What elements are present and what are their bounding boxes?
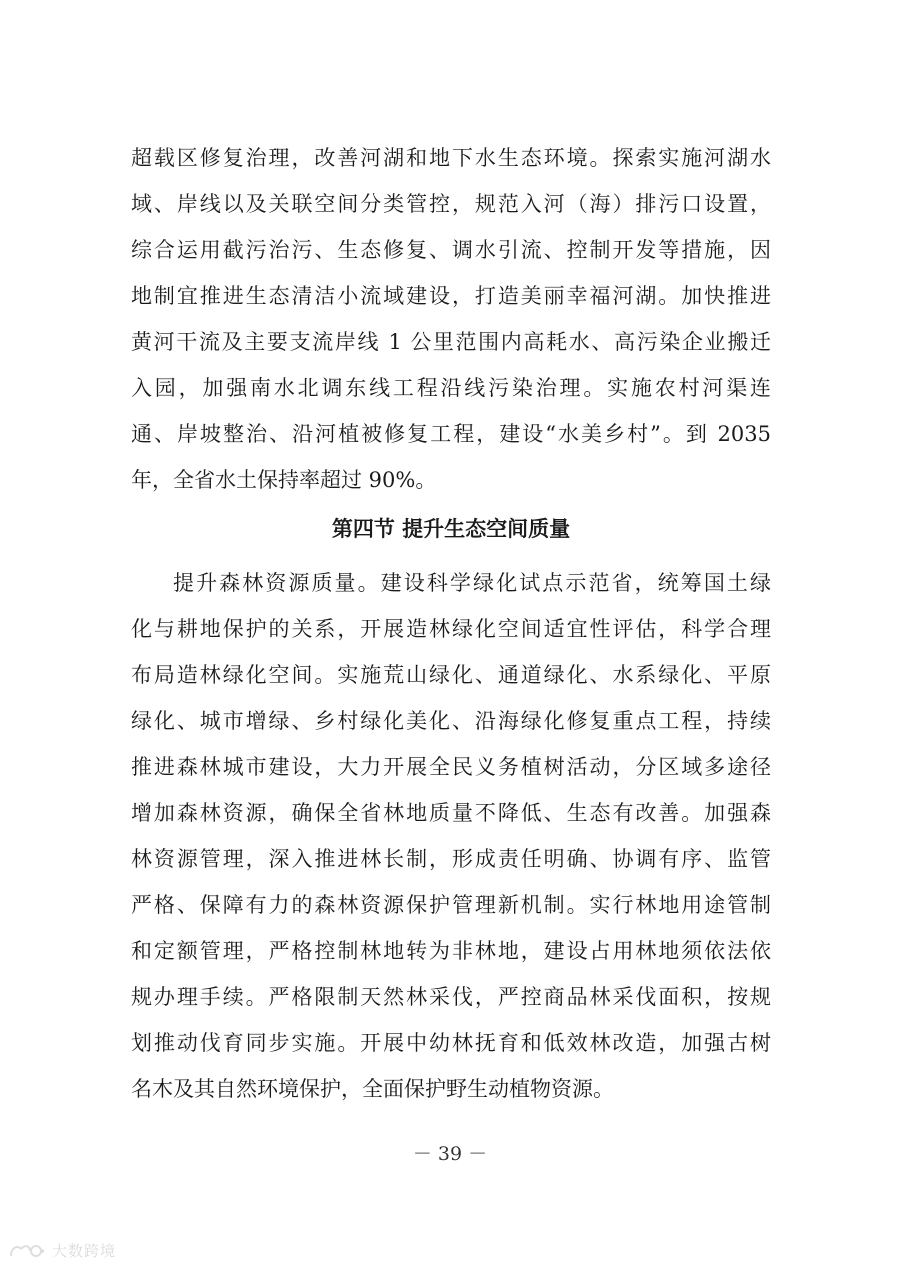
watermark [8, 1240, 116, 1261]
paragraph-1-line: 黄河干流及主要支流岸线 1 公里范围内高耗水、高污染企业搬迁 [131, 330, 771, 354]
paragraph-1-line: 超载区修复治理，改善河湖和地下水生态环境。探索实施河湖水 [131, 146, 771, 170]
paragraph-2-line: 增加森林资源，确保全省林地质量不降低、生态有改善。加强森 [131, 801, 771, 825]
page-number: － 39 － [412, 1143, 488, 1165]
paragraph-1-line: 域、岸线以及关联空间分类管控，规范入河（海）排污口设置， [131, 192, 771, 216]
paragraph-2-line: 规办理手续。严格限制天然林采伐，严控商品林采伐面积，按规 [131, 985, 771, 1009]
paragraph-1-line: 地制宜推进生态清洁小流域建设，打造美丽幸福河湖。加快推进 [131, 284, 771, 308]
paragraph-1-line: 年，全省水土保持率超过 90%。 [131, 468, 437, 492]
paragraph-2-line: 名木及其自然环境保护，全面保护野生动植物资源。 [131, 1077, 614, 1101]
paragraph-2-line: 绿化、城市增绿、乡村绿化美化、沿海绿化修复重点工程，持续 [131, 709, 771, 733]
paragraph-2-line: 和定额管理，严格控制林地转为非林地，建设占用林地须依法依 [131, 939, 771, 963]
paragraph-2-line: 提升森林资源质量。建设科学绿化试点示范省，统筹国土绿 [173, 571, 771, 595]
watermark-text: 大数跨境 [52, 1242, 117, 1260]
paragraph-2-line: 林资源管理，深入推进林长制，形成责任明确、协调有序、监管 [131, 847, 771, 871]
brand-logo-icon [8, 1242, 46, 1260]
paragraph-1-line: 综合运用截污治污、生态修复、调水引流、控制开发等措施，因 [131, 238, 771, 262]
paragraph-2-line: 划推动伐育同步实施。开展中幼林抚育和低效林改造，加强古树 [131, 1031, 771, 1055]
paragraph-2-line: 化与耕地保护的关系，开展造林绿化空间适宜性评估，科学合理 [131, 617, 771, 641]
paragraph-1-line: 通、岸坡整治、沿河植被修复工程，建设“水美乡村”。到 2035 [131, 422, 771, 446]
paragraph-2-line: 推进森林城市建设，大力开展全民义务植树活动，分区域多途径 [131, 755, 771, 779]
paragraph-1-line: 入园，加强南水北调东线工程沿线污染治理。实施农村河渠连 [131, 376, 771, 400]
section-heading: 第四节 提升生态空间质量 [331, 517, 571, 541]
paragraph-2-line: 布局造林绿化空间。实施荒山绿化、通道绿化、水系绿化、平原 [131, 663, 771, 687]
paragraph-2-line: 严格、保障有力的森林资源保护管理新机制。实行林地用途管制 [131, 893, 771, 917]
